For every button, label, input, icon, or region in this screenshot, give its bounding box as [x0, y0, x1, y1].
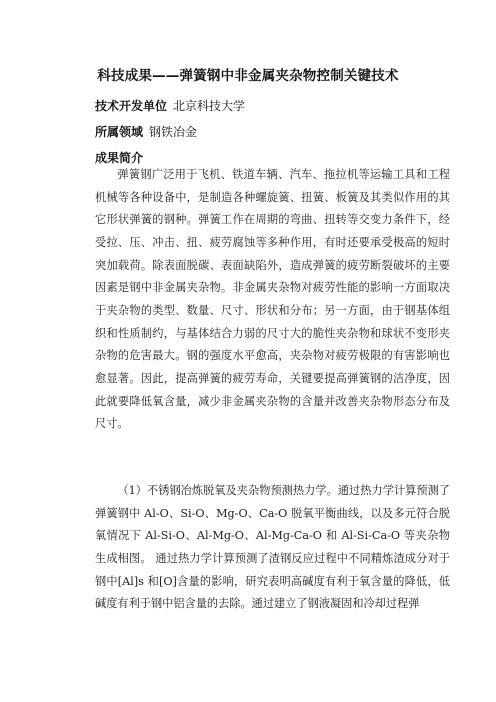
development-unit-line: [95, 97, 245, 114]
development-unit-label: 技术开发单位: [95, 99, 168, 113]
field-label: 所属领域: [95, 125, 144, 139]
document-title: 科技成果——弹簧钢中非金属夹杂物控制关键技术: [97, 68, 399, 84]
field-value: 钢铁冶金: [149, 125, 198, 139]
summary-paragraph-1: 弹簧钢广泛用于飞机、铁道车辆、汽车、拖拉机等运输工具和工程机械等各种设备中，是制造各种螺旋簧、扭簧、板簧及其类似作用的其它形状弹簧的钢种。弹簧工作在周期的弯曲、扭转等交变力条件下，经受拉、压、冲击、扭、疲劳腐蚀等多种作用，有时还要承受极高的短时突加载荷。除表面脱碳、表面缺陷外，造成弹簧的疲劳断裂破坏的主要因素是钢中非金属夹杂物。非金属夹杂物对疲劳性能的影响一方面取决于夹杂物的类型、数量、尺寸、形状和分布；另一方面，由于钢基体组织和性质制约，与基体结合力弱的尺寸大的脆性夹杂物和球状不变形夹杂物的危害最大。钢的强度水平愈高，夹杂物对疲劳极限的有害影响也愈显著。因此，提高弹簧的疲劳寿命，关键要提高弹簧钢的洁净度，因此就要降低氧含量，减少非金属夹杂物的含量并改善夹杂物形态分布及尺寸。: [95, 168, 450, 431]
development-unit-value: 北京科技大学: [173, 99, 246, 113]
summary-heading: 成果简介: [95, 151, 144, 165]
summary-paragraph-2: （1）不锈钢冶炼脱氧及夹杂物预测热力学。通过热力学计算预测了弹簧钢中 Al-O、Si-O、Mg-O、Ca-O 脱氧平衡曲线，以及多元符合脱氧情况下 Al-Si-O、Al-Mg-O、Al-Mg-Ca-O 和 Al-Si-Ca-O 等夹杂物生成相图。 通过热力学计算预测了渣钢反应过程中不同精炼渣成分对于钢中[Al]s 和[O]含量的影响，研究表明高碱度有利于氧含量的降低，低碱度有利于钢中铝含量的去除。通过建立了钢液凝固和冷却过程弹: [95, 484, 450, 611]
field-line: [95, 123, 197, 140]
